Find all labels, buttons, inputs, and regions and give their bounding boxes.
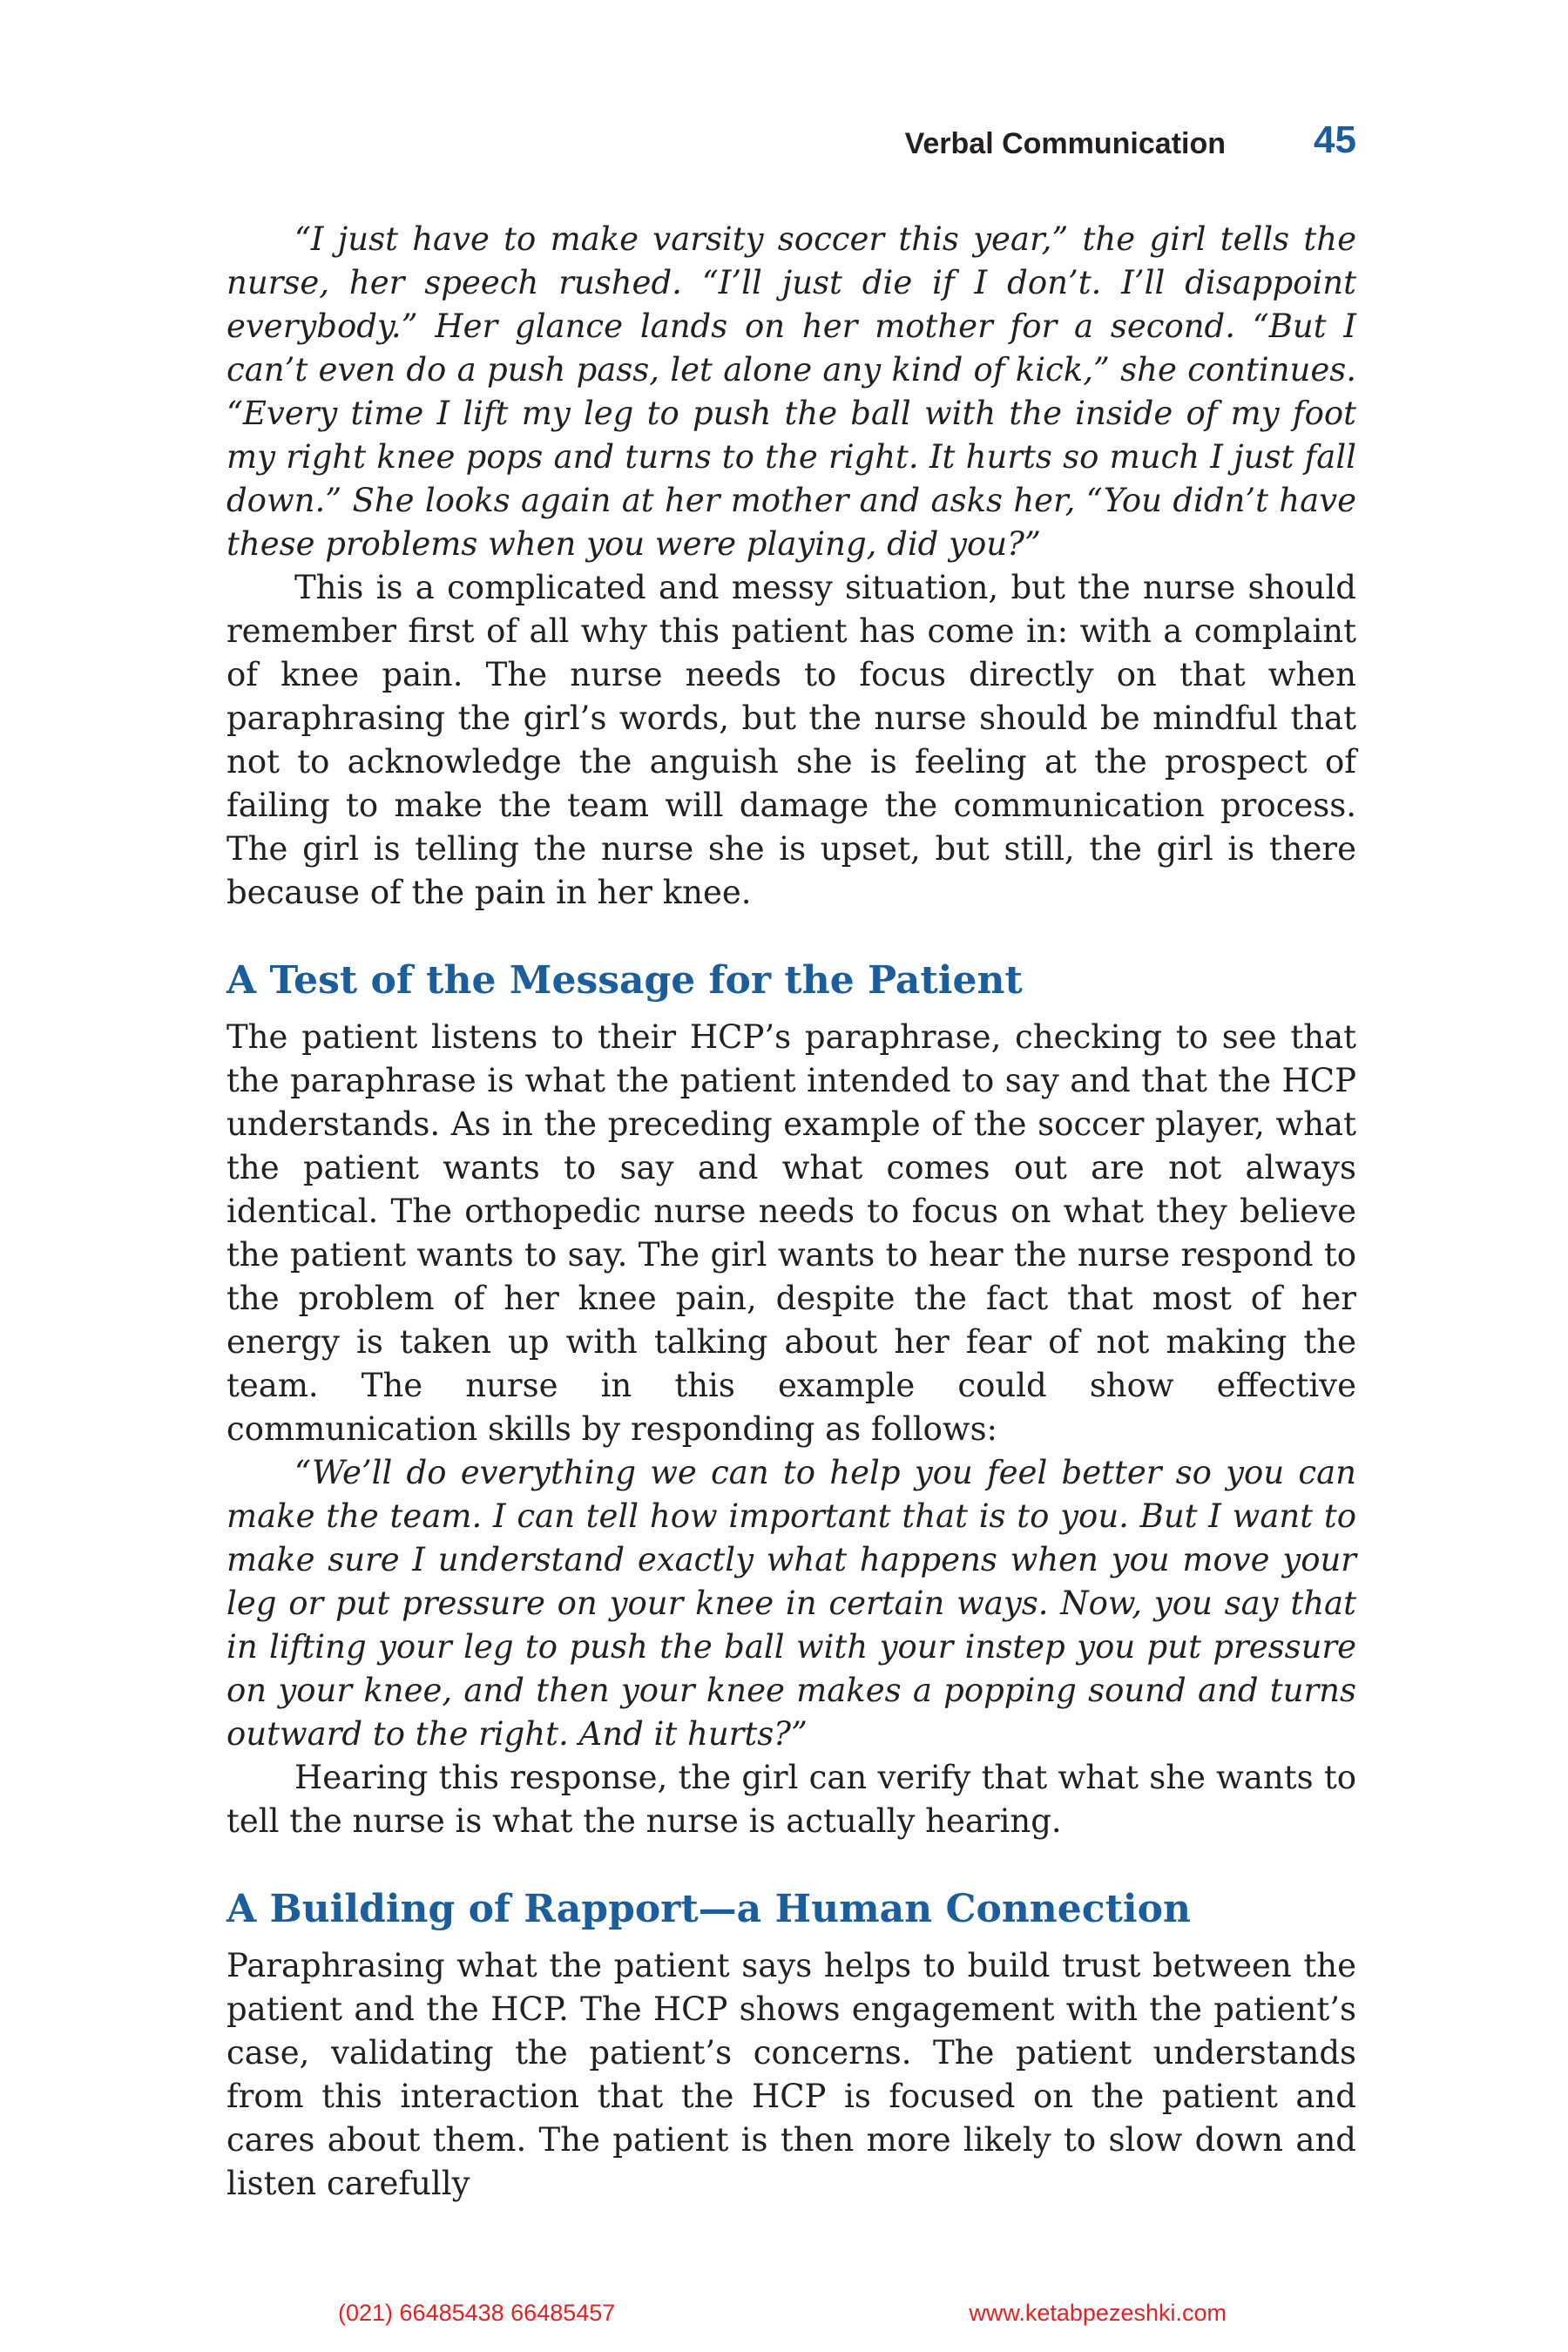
footer-website: www.ketabpezeshki.com (969, 2300, 1227, 2326)
footer-phone-numbers: (021) 66485438 66485457 (338, 2300, 616, 2326)
quote-paragraph-nurse-response: “We’ll do everything we can to help you feel better so you can make the team. I can tell how important that is to you. But I want to make sure I understand exactly what happens when you move your leg or put pressure on your knee in certain ways. Now, you say that in lifting your leg to push the ball with your instep you put pressure on your knee, and then your knee makes a popping sound and turns outward to the right. And it hurts?” (226, 1454, 1356, 1753)
section-heading-building-rapport: A Building of Rapport—a Human Connection (226, 1887, 1191, 1931)
body-paragraph: This is a complicated and messy situation, but the nurse should remember first of all why this patient has come in: with a complaint of knee pain. The nurse needs to focus directly on that when paraphrasing the girl’s words, but the nurse should be mindful that not to acknowledge the anguish she is feeling at the prospect of failing to make the team will damage the communication process. The girl is telling the nurse she is upset, but still, the girl is there because of the pain in her knee. (226, 569, 1356, 911)
running-title: Verbal Communication (904, 127, 1226, 160)
section-heading-test-of-message: A Test of the Message for the Patient (226, 958, 1023, 1003)
body-paragraph: The patient listens to their HCP’s paraphrase, checking to see that the paraphrase is what the patient intended to say and that the HCP understands. As in the preceding example of the soccer player, what the patient wants to say and what comes out are not always identical. The orthopedic nurse needs to focus on what they believe the patient wants to say. The girl wants to hear the nurse respond to the problem of her knee pain, despite the fact that most of her energy is taken up with talking about her fear of not making the team. The nurse in this example could show effective communication skills by responding as follows: (226, 1018, 1356, 1448)
quote-paragraph-soccer-girl: “I just have to make varsity soccer this year,” the girl tells the nurse, her speech rushed. “I’ll just die if I don’t. I’ll disappoint everybody.” Her glance lands on her mother for a second. “But I can’t even do a push pass, let alone any kind of kick,” she continues. “Every time I lift my leg to push the ball with the inside of my foot my right knee pops and turns to the right. It hurts so much I just fall down.” She looks again at her mother and asks her, “You didn’t have these problems when you were playing, did you?” (226, 220, 1356, 563)
page-body (226, 218, 1356, 2206)
body-paragraph: Hearing this response, the girl can verify that what she wants to tell the nurse is what the nurse is actually hearing. (226, 1759, 1356, 1840)
body-paragraph: Paraphrasing what the patient says helps to build trust between the patient and the HCP. The HCP shows engagement with the patient’s case, validating the patient’s concerns. The patient understands from this interaction that the HCP is focused on the patient and cares about them. The patient is then more likely to slow down and listen carefully (226, 1947, 1356, 2202)
page-number: 45 (1314, 118, 1356, 161)
page-header (226, 118, 1356, 172)
